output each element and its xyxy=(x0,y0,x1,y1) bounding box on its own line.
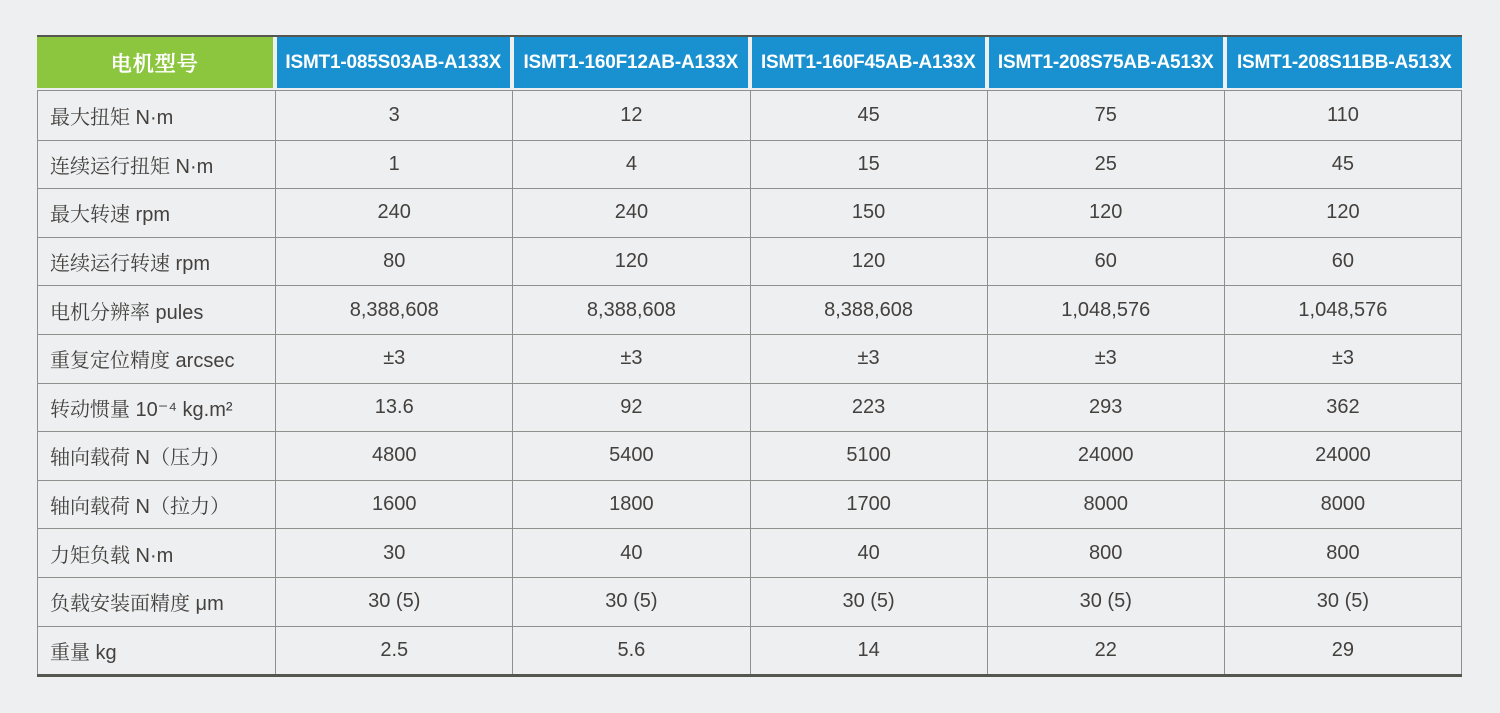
value-cell: 800 xyxy=(1224,529,1461,577)
table-row xyxy=(38,626,1461,675)
value-cell: 8,388,608 xyxy=(750,286,987,334)
value-cell: ±3 xyxy=(1224,335,1461,383)
value-cell: 3 xyxy=(275,91,512,140)
value-cell: 1800 xyxy=(512,481,749,529)
value-cell: 293 xyxy=(987,384,1224,432)
model-header-1: ISMT1-085S03AB-A133X xyxy=(277,37,511,88)
value-cell: 8000 xyxy=(1224,481,1461,529)
value-cell: 1 xyxy=(275,141,512,189)
value-cell: 30 (5) xyxy=(987,578,1224,626)
value-cell: 24000 xyxy=(987,432,1224,480)
row-label: 连续运行转速 rpm xyxy=(38,238,275,286)
value-cell: 8000 xyxy=(987,481,1224,529)
value-cell: 223 xyxy=(750,384,987,432)
value-cell: 24000 xyxy=(1224,432,1461,480)
value-cell: 2.5 xyxy=(275,627,512,675)
value-cell: 30 (5) xyxy=(750,578,987,626)
value-cell: 120 xyxy=(512,238,749,286)
value-cell: 30 (5) xyxy=(512,578,749,626)
row-label: 最大扭矩 N·m xyxy=(38,91,275,140)
value-cell: 4 xyxy=(512,141,749,189)
value-cell: 30 xyxy=(275,529,512,577)
value-cell: 13.6 xyxy=(275,384,512,432)
table-row xyxy=(38,577,1461,626)
value-cell: 4800 xyxy=(275,432,512,480)
value-cell: 60 xyxy=(987,238,1224,286)
value-cell: 25 xyxy=(987,141,1224,189)
table-row xyxy=(38,285,1461,334)
value-cell: 150 xyxy=(750,189,987,237)
table-row xyxy=(38,431,1461,480)
table-body xyxy=(37,90,1462,674)
value-cell: 5400 xyxy=(512,432,749,480)
value-cell: 120 xyxy=(750,238,987,286)
value-cell: 40 xyxy=(750,529,987,577)
value-cell: 92 xyxy=(512,384,749,432)
value-cell: ±3 xyxy=(987,335,1224,383)
value-cell: 8,388,608 xyxy=(512,286,749,334)
row-label: 最大转速 rpm xyxy=(38,189,275,237)
row-label: 电机分辨率 pules xyxy=(38,286,275,334)
value-cell: 120 xyxy=(987,189,1224,237)
value-cell: ±3 xyxy=(275,335,512,383)
value-cell: 15 xyxy=(750,141,987,189)
value-cell: ±3 xyxy=(512,335,749,383)
value-cell: 1,048,576 xyxy=(987,286,1224,334)
table-row xyxy=(38,91,1461,140)
value-cell: 240 xyxy=(275,189,512,237)
value-cell: 5100 xyxy=(750,432,987,480)
value-cell: 40 xyxy=(512,529,749,577)
value-cell: 1700 xyxy=(750,481,987,529)
table-row xyxy=(38,140,1461,189)
row-label: 力矩负载 N·m xyxy=(38,529,275,577)
value-cell: ±3 xyxy=(750,335,987,383)
value-cell: 800 xyxy=(987,529,1224,577)
table-row xyxy=(38,334,1461,383)
table-bottom-rule xyxy=(37,674,1462,677)
table-row xyxy=(38,480,1461,529)
value-cell: 75 xyxy=(987,91,1224,140)
value-cell: 80 xyxy=(275,238,512,286)
table-header-row xyxy=(37,37,1462,88)
row-label: 重复定位精度 arcsec xyxy=(38,335,275,383)
value-cell: 1600 xyxy=(275,481,512,529)
value-cell: 12 xyxy=(512,91,749,140)
table-row xyxy=(38,528,1461,577)
value-cell: 5.6 xyxy=(512,627,749,675)
value-cell: 45 xyxy=(1224,141,1461,189)
corner-header-motor-model: 电机型号 xyxy=(37,37,273,88)
row-label: 负载安装面精度 μm xyxy=(38,578,275,626)
value-cell: 120 xyxy=(1224,189,1461,237)
value-cell: 45 xyxy=(750,91,987,140)
value-cell: 30 (5) xyxy=(1224,578,1461,626)
model-header-2: ISMT1-160F12AB-A133X xyxy=(514,37,748,88)
value-cell: 110 xyxy=(1224,91,1461,140)
table-row xyxy=(38,383,1461,432)
value-cell: 22 xyxy=(987,627,1224,675)
table-row xyxy=(38,188,1461,237)
value-cell: 29 xyxy=(1224,627,1461,675)
row-label: 轴向载荷 N（拉力） xyxy=(38,481,275,529)
value-cell: 8,388,608 xyxy=(275,286,512,334)
row-label: 转动惯量 10⁻⁴ kg.m² xyxy=(38,384,275,432)
row-label: 重量 kg xyxy=(38,627,275,675)
value-cell: 14 xyxy=(750,627,987,675)
model-header-4: ISMT1-208S75AB-A513X xyxy=(989,37,1223,88)
value-cell: 1,048,576 xyxy=(1224,286,1461,334)
value-cell: 240 xyxy=(512,189,749,237)
motor-spec-table xyxy=(37,35,1462,677)
model-header-3: ISMT1-160F45AB-A133X xyxy=(752,37,986,88)
table-row xyxy=(38,237,1461,286)
row-label: 连续运行扭矩 N·m xyxy=(38,141,275,189)
value-cell: 30 (5) xyxy=(275,578,512,626)
row-label: 轴向载荷 N（压力） xyxy=(38,432,275,480)
value-cell: 60 xyxy=(1224,238,1461,286)
value-cell: 362 xyxy=(1224,384,1461,432)
model-header-5: ISMT1-208S11BB-A513X xyxy=(1227,37,1463,88)
